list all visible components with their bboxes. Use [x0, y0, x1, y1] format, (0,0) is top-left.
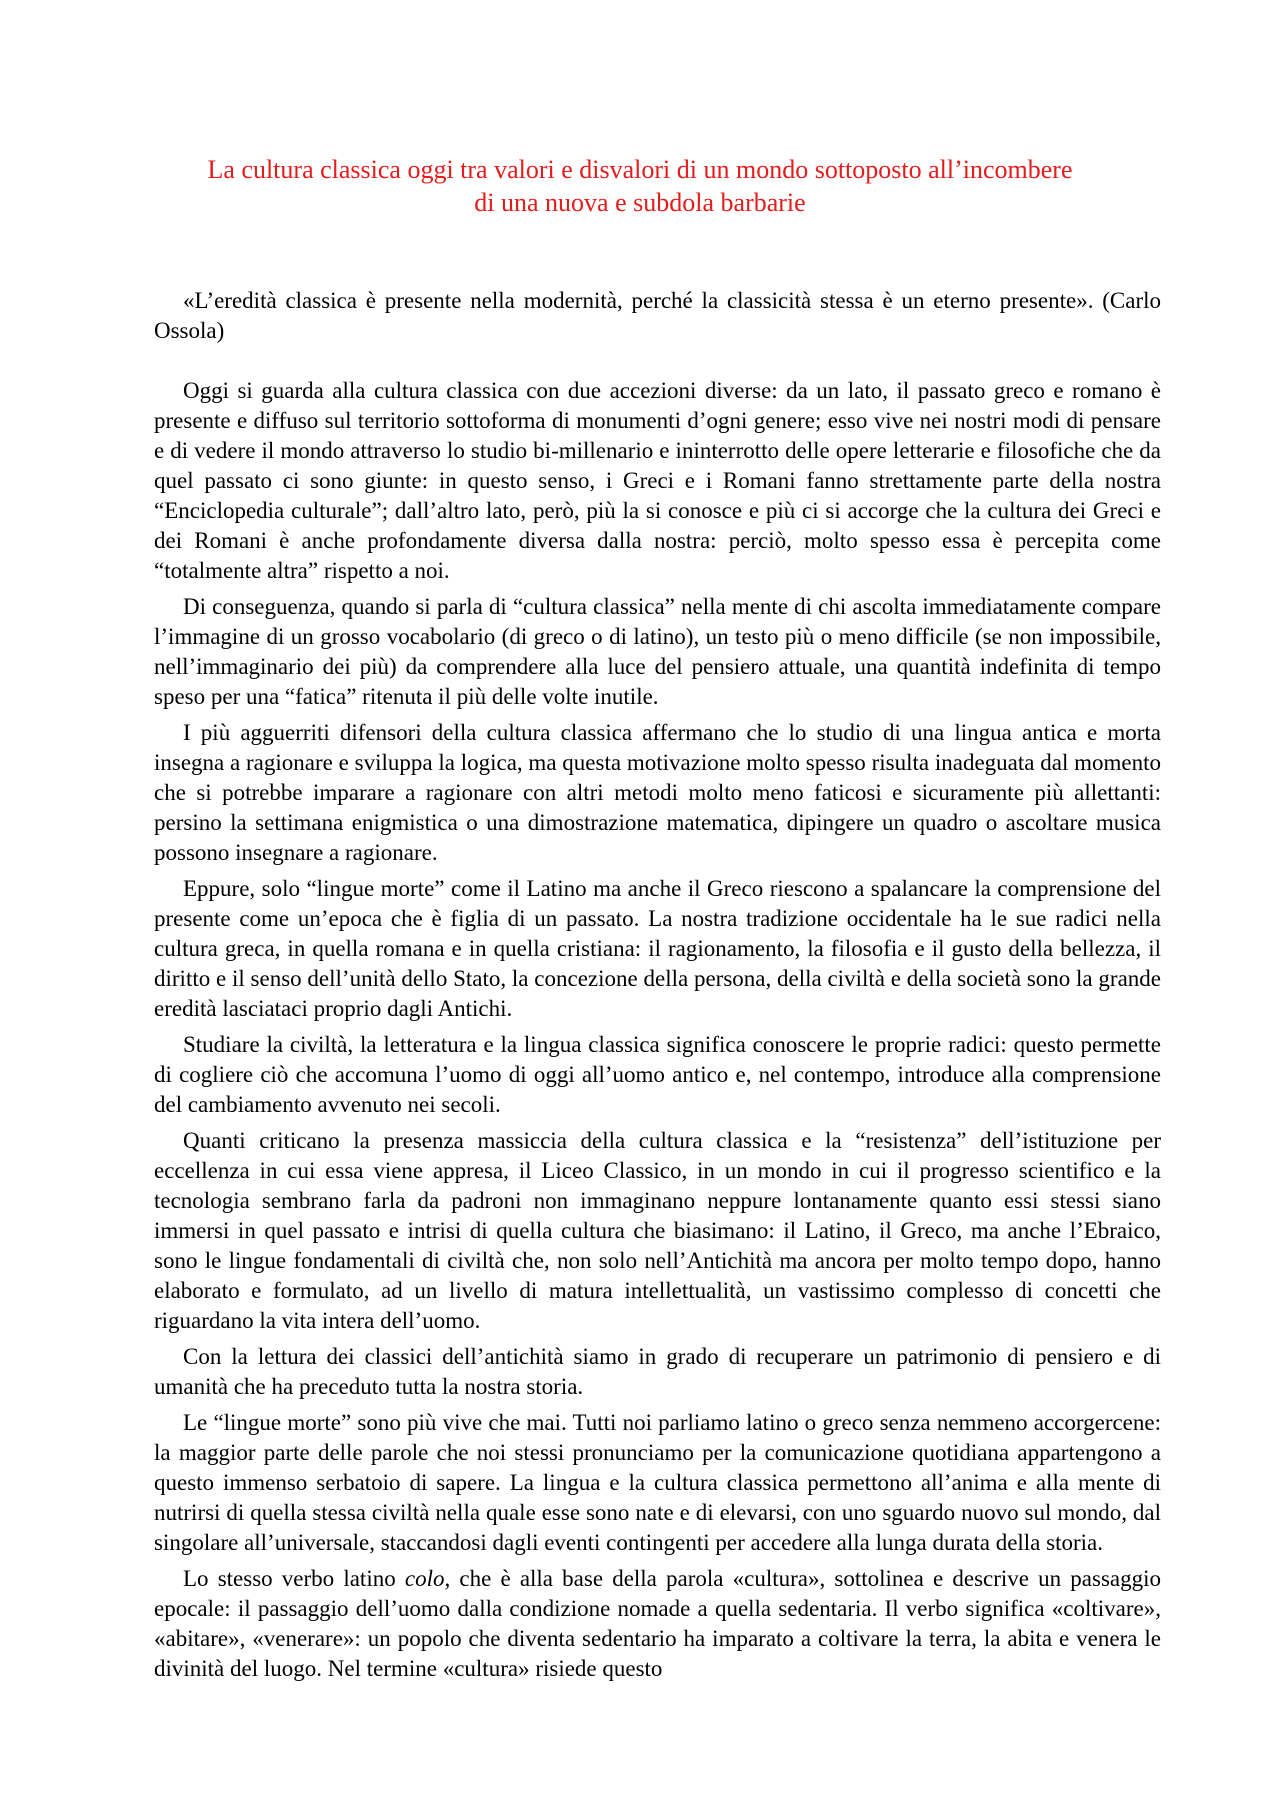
document-title	[120, 153, 1160, 219]
paragraph: Con la lettura dei classici dell’antichità siamo in grado di recuperare un patrimonio di pensiero e di umanità che ha preceduto tutta la nostra storia.	[154, 1344, 1161, 1399]
paragraph: Di conseguenza, quando si parla di “cultura classica” nella mente di chi ascolta immediatamente compare l’immagine di un grosso vocabolario (di greco o di latino), un testo più o meno difficile (se non impossibile, nell’immaginario dei più) da comprendere alla luce del pensiero attuale, una quantità indefinita di tempo speso per una “fatica” ritenuta il più delle volte inutile.	[154, 594, 1161, 709]
paragraph: Studiare la civiltà, la letteratura e la lingua classica significa conoscere le proprie radici: questo permette di cogliere ciò che accomuna l’uomo di oggi all’uomo antico e, nel contempo, introduce alla comprensione del cambiamento avvenuto nei secoli.	[154, 1032, 1161, 1117]
paragraph: Oggi si guarda alla cultura classica con due accezioni diverse: da un lato, il passato greco e romano è presente e diffuso sul territorio sottoforma di monumenti d’ogni genere; esso vive nei nostri modi di pensare e di vedere il mondo attraverso lo studio bi-millenario e ininterrotto delle opere letterarie e filosofiche che da quel passato ci sono giunte: in questo senso, i Greci e i Romani fanno strettamente parte della nostra “Enciclopedia culturale”; dall’altro lato, però, più la si conosce e più ci si accorge che la cultura dei Greci e dei Romani è anche profondamente diversa dalla nostra: perciò, molto spesso essa è percepita come “totalmente altra” rispetto a noi.	[154, 378, 1161, 583]
paragraph-text: , che è alla base della parola «cultura», sottolinea e descrive un passaggio epocale: il passaggio dell’uomo dalla condizione nomade a quella sedentaria. Il verbo significa «coltivare», «abitare», «venerare»: un popolo che diventa sedentario ha imparato a coltivare la terra, la abita e venera le divinità del luogo. Nel termine «cultura» risiede questo	[154, 1566, 1162, 1681]
epigraph: «L’eredità classica è presente nella modernità, perché la classicità stessa è un eterno presente». (Carlo Ossola)	[154, 288, 1161, 343]
paragraph-text: Lo stesso verbo latino	[183, 1566, 405, 1591]
paragraph-last	[154, 1564, 1161, 1684]
italic-term: colo	[404, 1566, 445, 1591]
title-line-2: di una nuova e subdola barbarie	[474, 188, 806, 217]
paragraph: Quanti criticano la presenza massiccia della cultura classica e la “resistenza” dell’istituzione per eccellenza in cui essa viene appresa, il Liceo Classico, in un mondo in cui il progresso scientifico e la tecnologia sembrano farla da padroni non immaginano neppure lontanamente quanto essi stessi siano immersi in quel passato e intrisi di quella cultura che biasimano: il Latino, il Greco, ma anche l’Ebraico, sono le lingue fondamentali di civiltà che, non solo nell’Antichità ma ancora per molto tempo dopo, hanno elaborato e formulato, ad un livello di matura intellettualità, un vastissimo complesso di concetti che riguardano la vita intera dell’uomo.	[154, 1128, 1161, 1333]
paragraph: Le “lingue morte” sono più vive che mai. Tutti noi parliamo latino o greco senza nemmeno accorgercene: la maggior parte delle parole che noi stessi pronunciamo per la comunicazione quotidiana appartengono a questo immenso serbatoio di sapere. La lingua e la cultura classica permettono all’anima e alla mente di nutrirsi di quella stessa civiltà nella quale esse sono nate e di elevarsi, con uno sguardo nuovo sul mondo, dal singolare all’universale, staccandosi dagli eventi contingenti per accedere alla lunga durata della storia.	[154, 1410, 1161, 1555]
document-body	[154, 286, 1161, 1684]
title-line-1: La cultura classica oggi tra valori e disvalori di un mondo sottoposto all’incombere	[207, 155, 1073, 184]
paragraph: Eppure, solo “lingue morte” come il Latino ma anche il Greco riescono a spalancare la comprensione del presente come un’epoca che è figlia di un passato. La nostra tradizione occidentale ha le sue radici nella cultura greca, in quella romana e in quella cristiana: il ragionamento, la filosofia e il gusto della bellezza, il diritto e il senso dell’unità dello Stato, la concezione della persona, della civiltà e della società sono la grande eredità lasciataci proprio dagli Antichi.	[154, 876, 1161, 1021]
paragraph: I più agguerriti difensori della cultura classica affermano che lo studio di una lingua antica e morta insegna a ragionare e sviluppa la logica, ma questa motivazione molto spesso risulta inadeguata dal momento che si potrebbe imparare a ragionare con altri metodi molto meno faticosi e sicuramente più allettanti: persino la settimana enigmistica o una dimostrazione matematica, dipingere un quadro o ascoltare musica possono insegnare a ragionare.	[154, 720, 1161, 865]
